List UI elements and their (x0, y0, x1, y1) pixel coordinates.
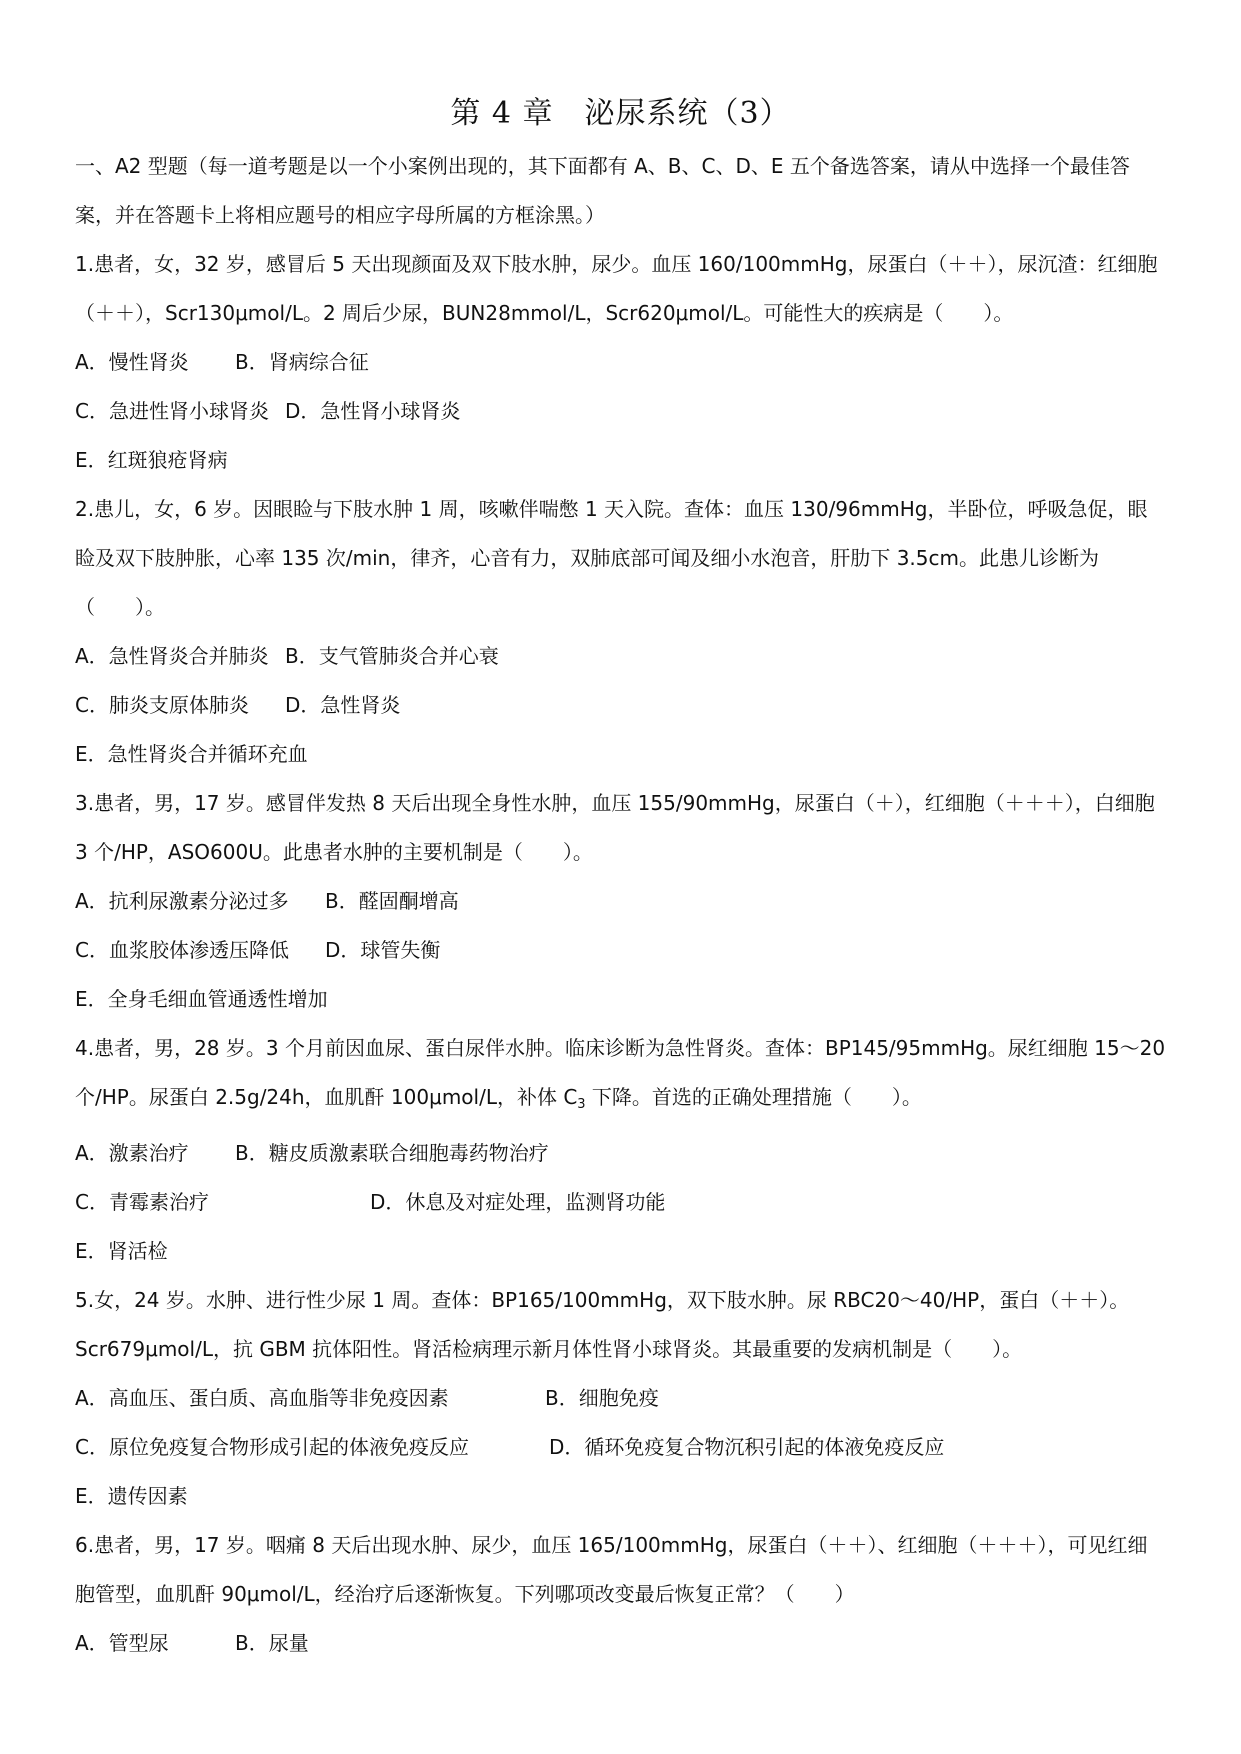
option-e: E．红斑狼疮肾病 (75, 448, 228, 472)
option-b: B．肾病综合征 (235, 350, 369, 374)
option-a: A．管型尿 (75, 1631, 169, 1655)
option-e: E．遗传因素 (75, 1484, 188, 1508)
option-row (75, 338, 1167, 387)
option-row (75, 387, 1167, 436)
option-row (75, 681, 1167, 730)
option-row (75, 1472, 1167, 1521)
option-b: B．尿量 (235, 1631, 309, 1655)
option-c: C．原位免疫复合物形成引起的体液免疫反应 (75, 1435, 469, 1459)
option-row (75, 1178, 1167, 1227)
option-a: A．抗利尿激素分泌过多 (75, 889, 289, 913)
option-row (75, 730, 1167, 779)
option-row (75, 1374, 1167, 1423)
option-b: B．细胞免疫 (545, 1386, 659, 1410)
option-b: B．支气管肺炎合并心衰 (285, 644, 499, 668)
question-stem: 2.患儿，女，6 岁。因眼睑与下肢水肿 1 周，咳嗽伴喘憋 1 天入院。查体：血压 130/96mmHg，半卧位，呼吸急促，眼睑及双下肢肿胀，心率 135 次/min，律齐，心音有力，双肺底部可闻及细小水泡音，肝肋下 3.5cm。此患儿诊断为（ ）。 (75, 497, 1148, 619)
option-b: B．醛固酮增高 (325, 889, 459, 913)
question-2 (75, 485, 1167, 779)
option-row (75, 436, 1167, 485)
option-a: A．急性肾炎合并肺炎 (75, 644, 269, 668)
option-row (75, 1423, 1167, 1472)
option-c: C．肺炎支原体肺炎 (75, 693, 249, 717)
option-e: E．全身毛细血管通透性增加 (75, 987, 328, 1011)
question-stem: 3.患者，男，17 岁。感冒伴发热 8 天后出现全身性水肿，血压 155/90mmHg，尿蛋白（＋），红细胞（＋＋＋），白细胞 3 个/HP，ASO600U。此患者水肿的主要机制是（ ）。 (75, 791, 1155, 864)
subscript: 3 (577, 1097, 586, 1112)
option-e: E．急性肾炎合并循环充血 (75, 742, 308, 766)
question-stem: 1.患者，女，32 岁，感冒后 5 天出现颜面及双下肢水肿，尿少。血压 160/100mmHg，尿蛋白（＋＋），尿沉渣：红细胞（＋＋），Scr130μmol/L。2 周后少尿，BUN28mmol/L，Scr620μmol/L。可能性大的疾病是（ ）。 (75, 252, 1158, 325)
question-4 (75, 1024, 1167, 1276)
option-row (75, 1129, 1167, 1178)
option-d: D．球管失衡 (325, 938, 441, 962)
option-row (75, 1619, 1167, 1668)
option-b: B．糖皮质激素联合细胞毒药物治疗 (235, 1141, 549, 1165)
question-3 (75, 779, 1167, 1024)
question-stem: 6.患者，男，17 岁。咽痛 8 天后出现水肿、尿少，血压 165/100mmHg，尿蛋白（＋＋）、红细胞（＋＋＋），可见红细胞管型，血肌酐 90μmol/L，经治疗后逐渐恢复。下列哪项改变最后恢复正常？（ ） (75, 1533, 1148, 1606)
option-a: A．高血压、蛋白质、高血脂等非免疫因素 (75, 1386, 449, 1410)
option-a: A．激素治疗 (75, 1141, 189, 1165)
option-e: E．肾活检 (75, 1239, 168, 1263)
question-6 (75, 1521, 1167, 1668)
question-1 (75, 240, 1167, 485)
question-stem (75, 1024, 1167, 1129)
question-5 (75, 1276, 1167, 1521)
section-intro: 一、A2 型题（每一道考题是以一个小案例出现的，其下面都有 A、B、C、D、E 五个备选答案，请从中选择一个最佳答案，并在答题卡上将相应题号的相应字母所属的方框涂黑。） (75, 154, 1130, 227)
option-d: D．循环免疫复合物沉积引起的体液免疫反应 (549, 1435, 945, 1459)
option-row (75, 975, 1167, 1024)
option-row (75, 926, 1167, 975)
option-d: D．休息及对症处理，监测肾功能 (370, 1190, 666, 1214)
stem-part: 4.患者，男，28 岁。3 个月前因血尿、蛋白尿伴水肿。临床诊断为急性肾炎。查体：BP145/95mmHg。尿红细胞 15～20 个/HP。尿蛋白 2.5g/24h，血肌酐 100μmol/L，补体 C (75, 1036, 1166, 1109)
stem-part: 下降。首选的正确处理措施（ ）。 (585, 1085, 922, 1109)
option-d: D．急性肾小球肾炎 (285, 399, 461, 423)
option-d: D．急性肾炎 (285, 693, 401, 717)
page-title: 第 4 章 泌尿系统（3） (450, 96, 791, 131)
option-c: C．青霉素治疗 (75, 1190, 209, 1214)
option-a: A．慢性肾炎 (75, 350, 189, 374)
option-row (75, 1227, 1167, 1276)
option-row (75, 877, 1167, 926)
question-stem: 5.女，24 岁。水肿、进行性少尿 1 周。查体：BP165/100mmHg，双下肢水肿。尿 RBC20～40/HP，蛋白（＋＋）。Scr679μmol/L，抗 GBM 抗体阳性。肾活检病理示新月体性肾小球肾炎。其最重要的发病机制是（ ）。 (75, 1288, 1130, 1361)
document-body (75, 142, 1167, 1668)
option-c: C．急进性肾小球肾炎 (75, 399, 269, 423)
option-row (75, 632, 1167, 681)
option-c: C．血浆胶体渗透压降低 (75, 938, 289, 962)
